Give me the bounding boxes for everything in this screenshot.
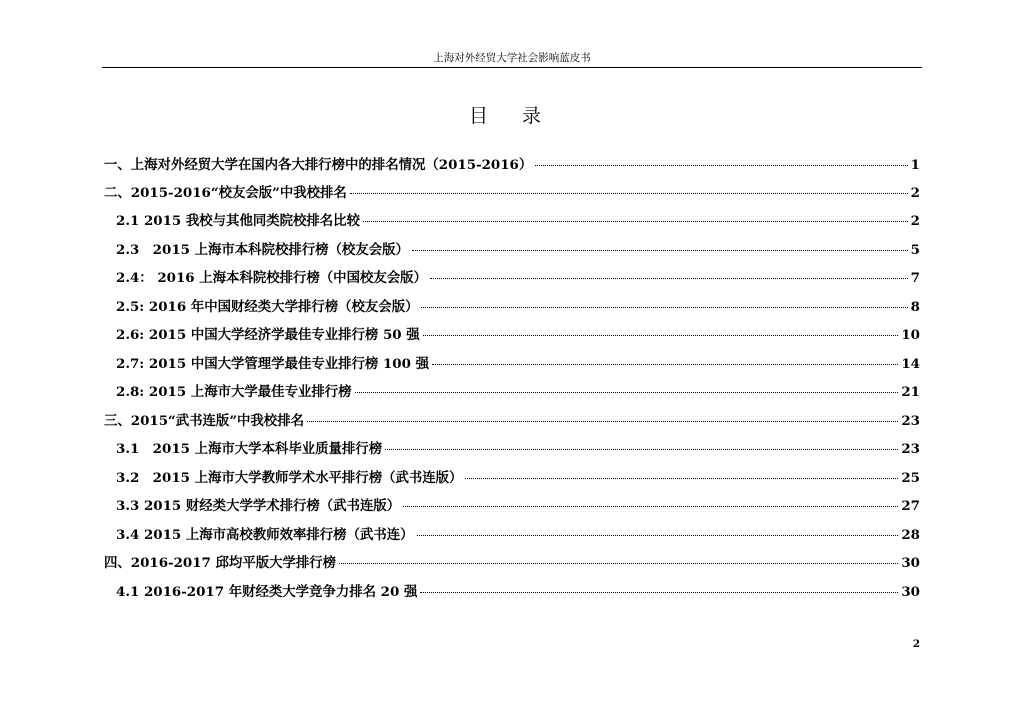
toc-entry-page: 2	[910, 185, 920, 201]
toc-entry-label: 2.7: 2015 中国大学管理学最佳专业排行榜 100 强	[116, 356, 429, 372]
toc-entry[interactable]	[104, 552, 920, 574]
toc-entry[interactable]	[116, 438, 920, 460]
toc-entry-label: 2.8: 2015 上海市大学最佳专业排行榜	[116, 384, 352, 400]
toc-entry-page: 30	[901, 555, 920, 571]
toc-entry-page: 30	[901, 584, 920, 600]
toc-entry-label: 4.1 2016-2017 年财经类大学竞争力排名 20 强	[116, 584, 418, 600]
toc-entry-label: 2.3 2015 上海市本科院校排行榜（校友会版）	[116, 242, 409, 258]
toc-entry-label: 3.1 2015 上海市大学本科毕业质量排行榜	[116, 441, 383, 457]
toc-entry[interactable]	[104, 410, 920, 432]
toc-entry[interactable]	[116, 581, 920, 603]
toc-dot-leader	[535, 165, 907, 166]
toc-entry-label: 3.3 2015 财经类大学学术排行榜（武书连版）	[116, 498, 401, 514]
toc-entry-label: 2.5: 2016 年中国财经类大学排行榜（校友会版）	[116, 299, 419, 315]
toc-entry-page: 7	[910, 270, 920, 286]
toc-entry[interactable]	[116, 467, 920, 489]
toc-entry[interactable]	[104, 154, 920, 176]
page-title: 目 录	[468, 105, 556, 127]
toc-dot-leader	[385, 449, 898, 450]
toc-entry[interactable]	[116, 296, 920, 318]
toc-entry-page: 28	[901, 527, 920, 543]
toc-entry[interactable]	[116, 524, 920, 546]
toc-entry-page: 8	[910, 299, 920, 315]
page-number: 2	[912, 638, 920, 650]
toc-entry-label: 三、2015“武书连版”中我校排名	[104, 413, 304, 429]
toc-dot-leader	[363, 221, 908, 222]
toc-entry-label: 2.4： 2016 上海本科院校排行榜（中国校友会版）	[116, 270, 427, 286]
toc-dot-leader	[423, 335, 899, 336]
running-header: 上海对外经贸大学社会影响蓝皮书	[433, 52, 591, 64]
toc-entry-label: 2.1 2015 我校与其他同类院校排名比较	[116, 213, 360, 229]
toc-entry-label: 3.4 2015 上海市高校教师效率排行榜（武书连）	[116, 527, 414, 543]
toc-entry-page: 2	[910, 213, 920, 229]
toc-dot-leader	[417, 535, 899, 536]
toc-entry[interactable]	[116, 239, 920, 261]
toc-entry-page: 23	[901, 413, 920, 429]
toc-entry-label: 二、2015-2016“校友会版”中我校排名	[104, 185, 347, 201]
toc-entry-page: 21	[901, 384, 920, 400]
toc-dot-leader	[432, 364, 898, 365]
toc-entry-page: 1	[910, 157, 920, 173]
toc-dot-leader	[355, 392, 899, 393]
toc-dot-leader	[307, 421, 898, 422]
toc-dot-leader	[420, 592, 898, 593]
toc-entry-page: 10	[901, 327, 920, 343]
toc-dot-leader	[412, 250, 908, 251]
toc-entry[interactable]	[104, 182, 920, 204]
toc-dot-leader	[421, 307, 907, 308]
toc-entry-page: 25	[901, 470, 920, 486]
toc-entry-label: 四、2016-2017 邱均平版大学排行榜	[104, 555, 337, 571]
toc-entry[interactable]	[116, 267, 920, 289]
toc-dot-leader	[430, 278, 908, 279]
toc-entry[interactable]	[116, 495, 920, 517]
toc-entry-page: 14	[901, 356, 920, 372]
toc-entry[interactable]	[116, 210, 920, 232]
toc-entry-page: 23	[901, 441, 920, 457]
toc-dot-leader	[465, 478, 898, 479]
toc-dot-leader	[403, 506, 898, 507]
header-rule	[102, 67, 922, 68]
toc-entry-label: 2.6: 2015 中国大学经济学最佳专业排行榜 50 强	[116, 327, 420, 343]
toc-entry[interactable]	[116, 353, 920, 375]
toc-dot-leader	[339, 563, 898, 564]
toc-entry-label: 3.2 2015 上海市大学教师学术水平排行榜（武书连版）	[116, 470, 463, 486]
toc-entry-page: 27	[901, 498, 920, 514]
toc-entry-page: 5	[910, 242, 920, 258]
toc-dot-leader	[350, 193, 908, 194]
toc-entry-label: 一、上海对外经贸大学在国内各大排行榜中的排名情况（2015-2016）	[104, 157, 533, 173]
toc-entry[interactable]	[116, 381, 920, 403]
toc-entry[interactable]	[116, 324, 920, 346]
